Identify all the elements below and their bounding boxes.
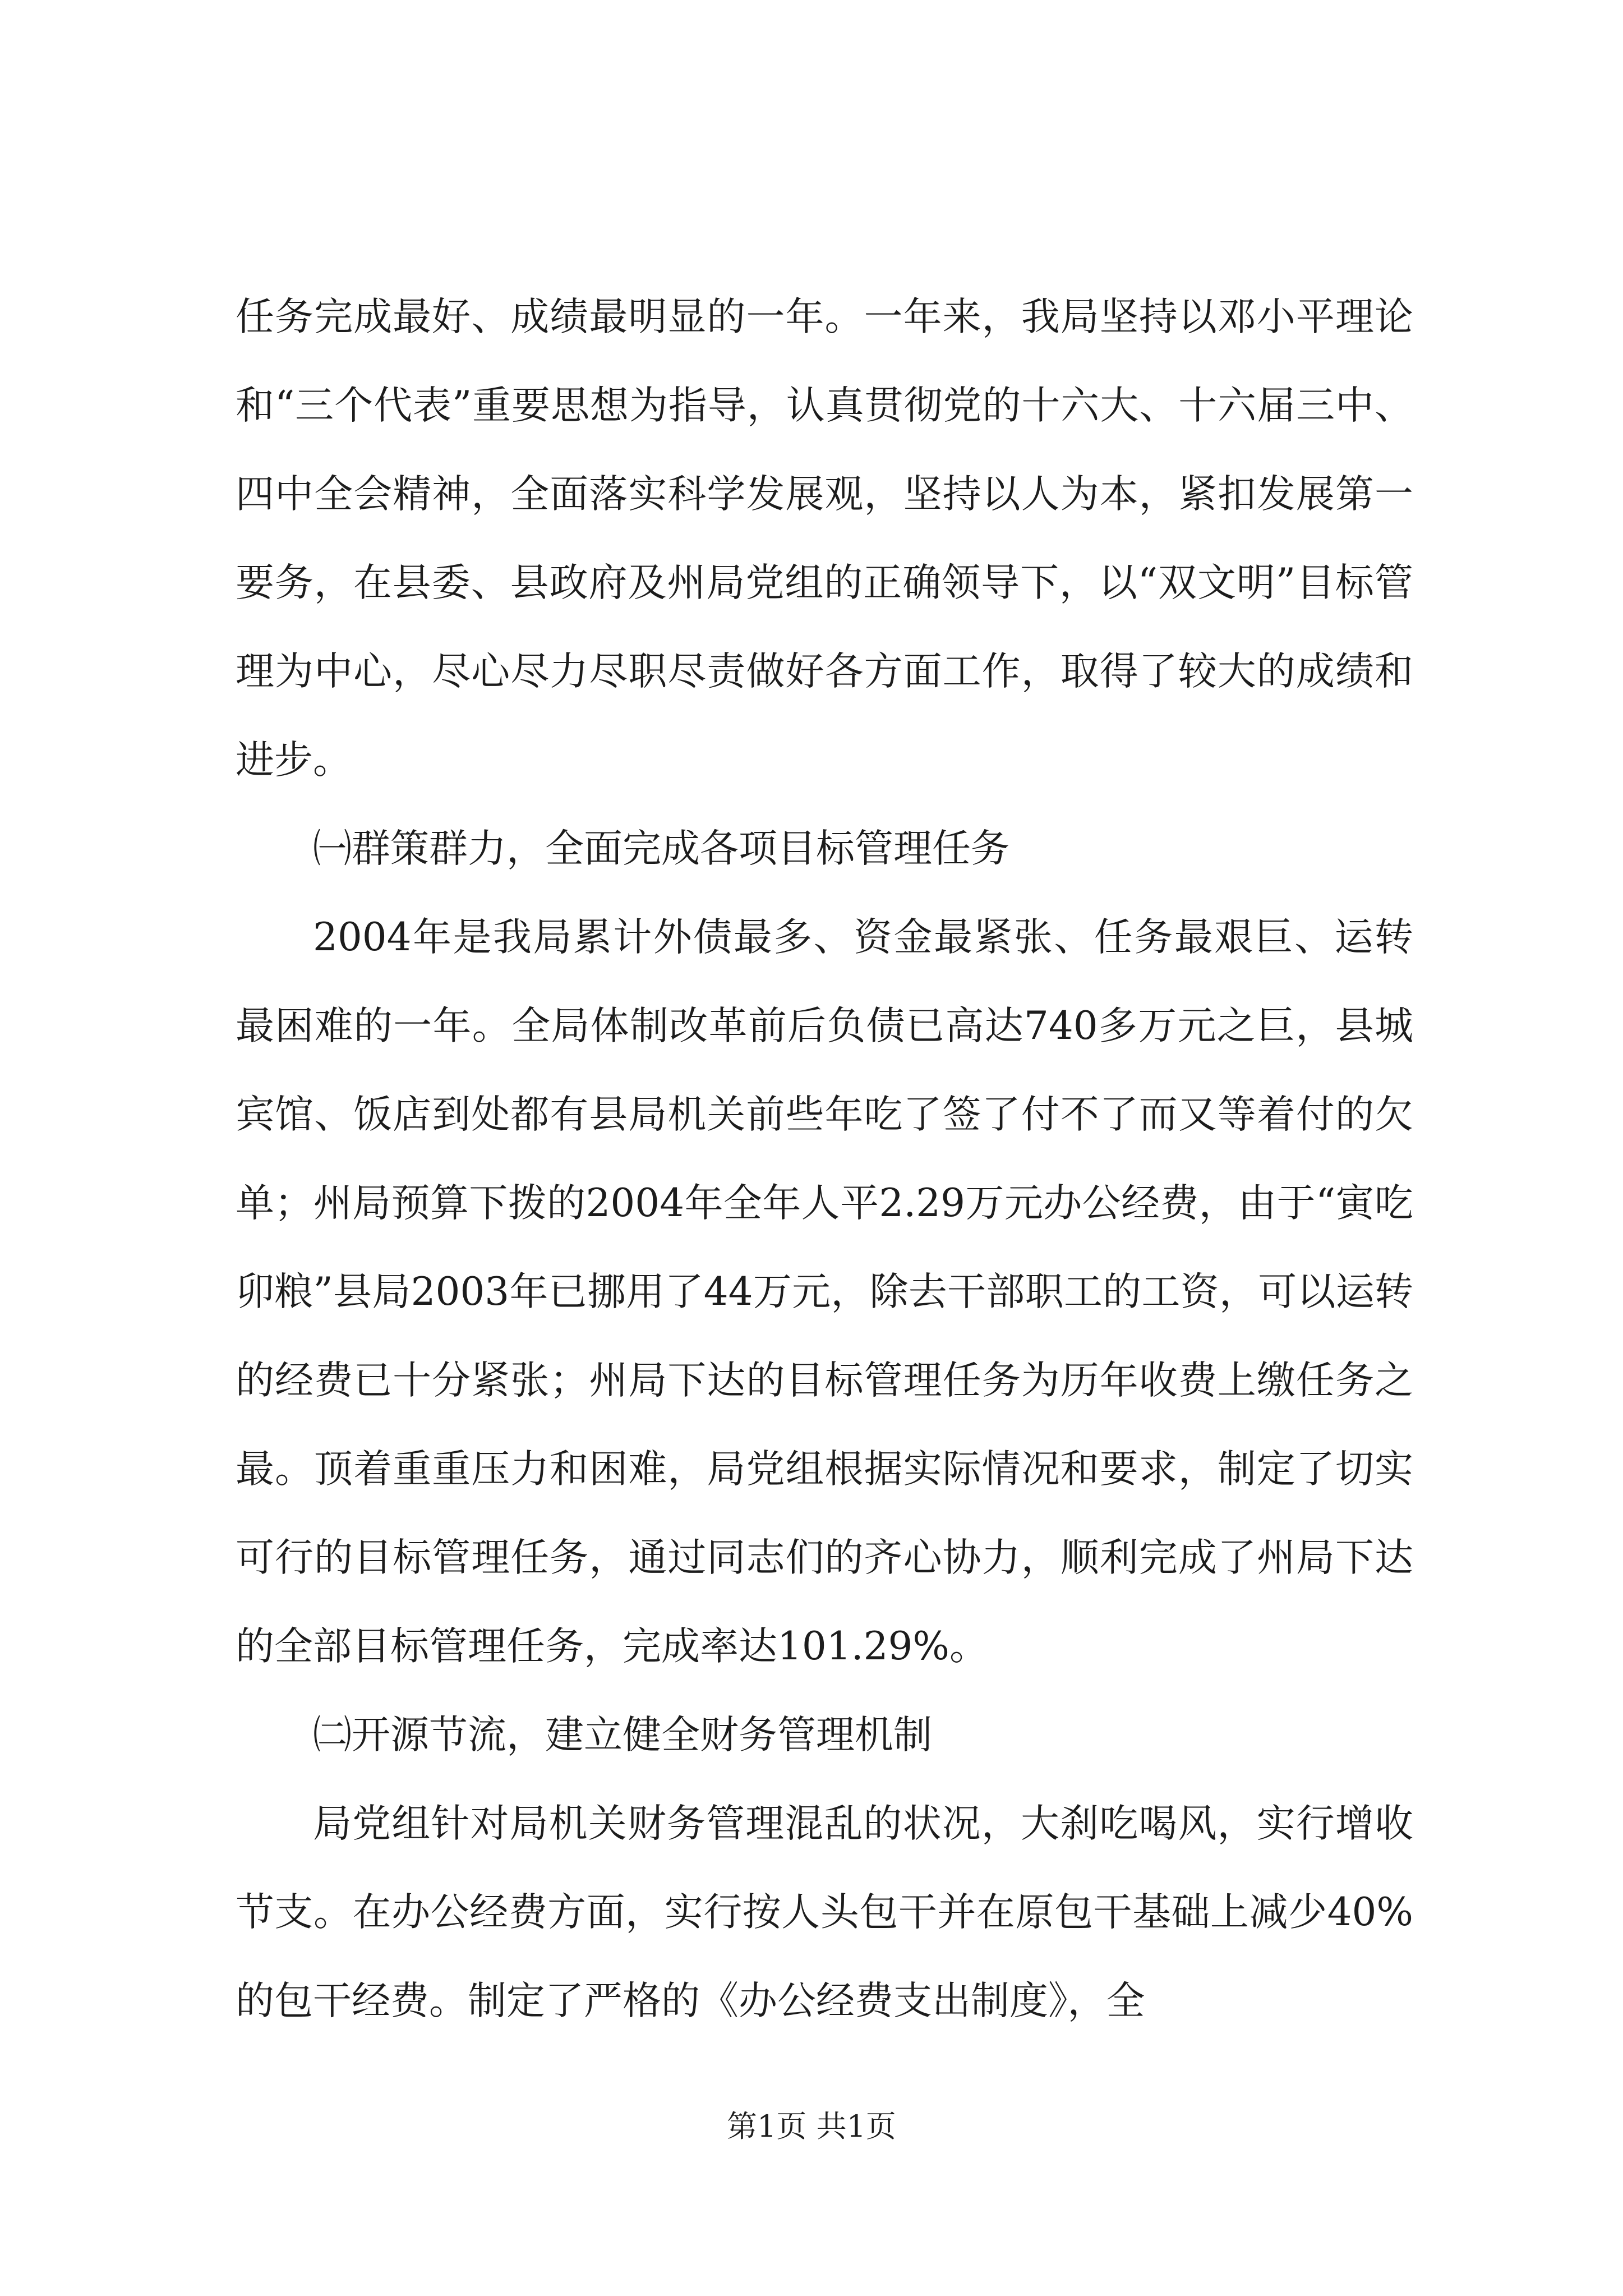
paragraph-continuation: 任务完成最好、成绩最明显的一年。一年来，我局坚持以邓小平理论和“三个代表”重要思想为指导，认真贯彻党的十六大、十六届三中、四中全会精神，全面落实科学发展观，坚持以人为本，紧扣发展第一要务，在县委、县政府及州局党组的正确领导下，以“双文明”目标管理为中心，尽心尽力尽职尽责做好各方面工作，取得了较大的成绩和进步。 bbox=[236, 295, 1413, 783]
paragraph-section-1: 2004年是我局累计外债最多、资金最紧张、任务最艰巨、运转最困难的一年。全局体制改革前后负债已高达740多万元之巨，县城宾馆、饭店到处都有县局机关前些年吃了签了付不了而又等着付的欠单；州局预算下拨的2004年全年人平2.29万元办公经费，由于“寅吃卯粮”县局2003年已挪用了44万元，除去干部职工的工资，可以运转的经费已十分紧张；州局下达的目标管理任务为历年收费上缴任务之最。顶着重重压力和困难，局党组根据实际情况和要求，制定了切实可行的目标管理任务，通过同志们的齐心协力，顺利完成了州局下达的全部目标管理任务，完成率达101.29%。 bbox=[236, 915, 1413, 1669]
section-heading-1: ㈠群策群力，全面完成各项目标管理任务 bbox=[313, 826, 1009, 871]
document-body bbox=[236, 273, 1413, 2045]
paragraph-section-2: 局党组针对局机关财务管理混乱的状况，大刹吃喝风，实行增收节支。在办公经费方面，实行按人头包干并在原包干基础上减少40%的包干经费。制定了严格的《办公经费支出制度》，全 bbox=[236, 1801, 1413, 2023]
section-heading-2: ㈡开源节流，建立健全财务管理机制 bbox=[313, 1713, 932, 1757]
page-footer: 第1页 共1页 bbox=[727, 2109, 896, 2144]
